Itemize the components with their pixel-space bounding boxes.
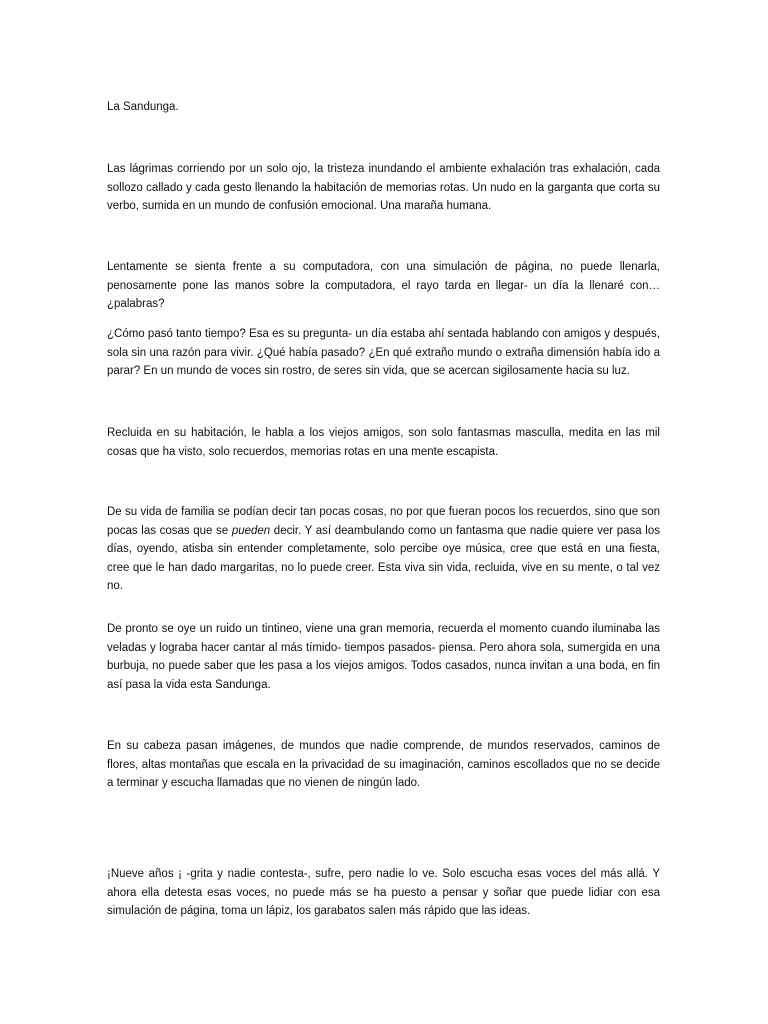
- paragraph-6: De pronto se oye un ruido un tintineo, viene una gran memoria, recuerda el momento cuando iluminaba las veladas y lograba hacer cantar al más tímido- tiempos pasados- piensa. Pero ahora sola, sumergida en una burbuja, no puede saber que les pasa a los viejos amigos. Todos casados, nunca invitan a una boda, en fin así pasa la vida esta Sandunga.: [107, 623, 660, 691]
- paragraph-2: Lentamente se sienta frente a su computadora, con una simulación de página, no puede llenarla, penosamente pone las manos sobre la computadora, el rayo tarda en llegar- un día la llenaré con… ¿palabras?: [107, 261, 660, 310]
- paragraph-5: [107, 503, 660, 596]
- paragraph-7: En su cabeza pasan imágenes, de mundos que nadie comprende, de mundos reservados, caminos de flores, altas montañas que escala en la privacidad de su imaginación, caminos escollados que no se decide a terminar y escucha llamadas que no vienen de ningún lado.: [107, 740, 660, 789]
- document-title: La Sandunga.: [107, 101, 179, 113]
- paragraph-3: ¿Cómo pasó tanto tiempo? Esa es su pregunta- un día estaba ahí sentada hablando con amigos y después, sola sin una razón para vivir. ¿Qué había pasado? ¿En qué extraño mundo o extraña dimensión había ido a parar? En un mundo de voces sin rostro, de seres sin vida, que se acercan sigilosamente hacia su luz.: [107, 328, 660, 377]
- paragraph-5-italic-word: pueden: [231, 524, 271, 537]
- paragraph-5-text-start: De su vida de familia se podían decir tan pocas cosas, no por que fueran pocos los recuerdos, sino que son pocas las cosas que se: [107, 506, 660, 537]
- paragraph-8: ¡Nueve años ¡ -grita y nadie contesta-, sufre, pero nadie lo ve. Solo escucha esas voces del más allá. Y ahora ella detesta esas voces, no puede más se ha puesto a pensar y soñar que puede lidiar con esa simulación de página, toma un lápiz, los garabatos salen más rápido que las ideas.: [107, 868, 660, 917]
- paragraph-1: Las lágrimas corriendo por un solo ojo, la tristeza inundando el ambiente exhalación tras exhalación, cada sollozo callado y cada gesto llenando la habitación de memorias rotas. Un nudo en la garganta que corta su verbo, sumida en un mundo de confusión emocional. Una maraña humana.: [107, 163, 660, 212]
- paragraph-5-text-end: decir. Y así deambulando como un fantasma que nadie quiere ver pasa los días, oyendo, atisba sin entender completamente, solo percibe oye música, cree que está en una fiesta, cree que le han dado margaritas, no lo puede creer. Esta viva sin vida, recluida, vive en su mente, o tal vez no.: [107, 524, 660, 592]
- paragraph-4: Recluida en su habitación, le habla a los viejos amigos, son solo fantasmas masculla, medita en las mil cosas que ha visto, solo recuerdos, memorias rotas en una mente escapista.: [107, 427, 660, 458]
